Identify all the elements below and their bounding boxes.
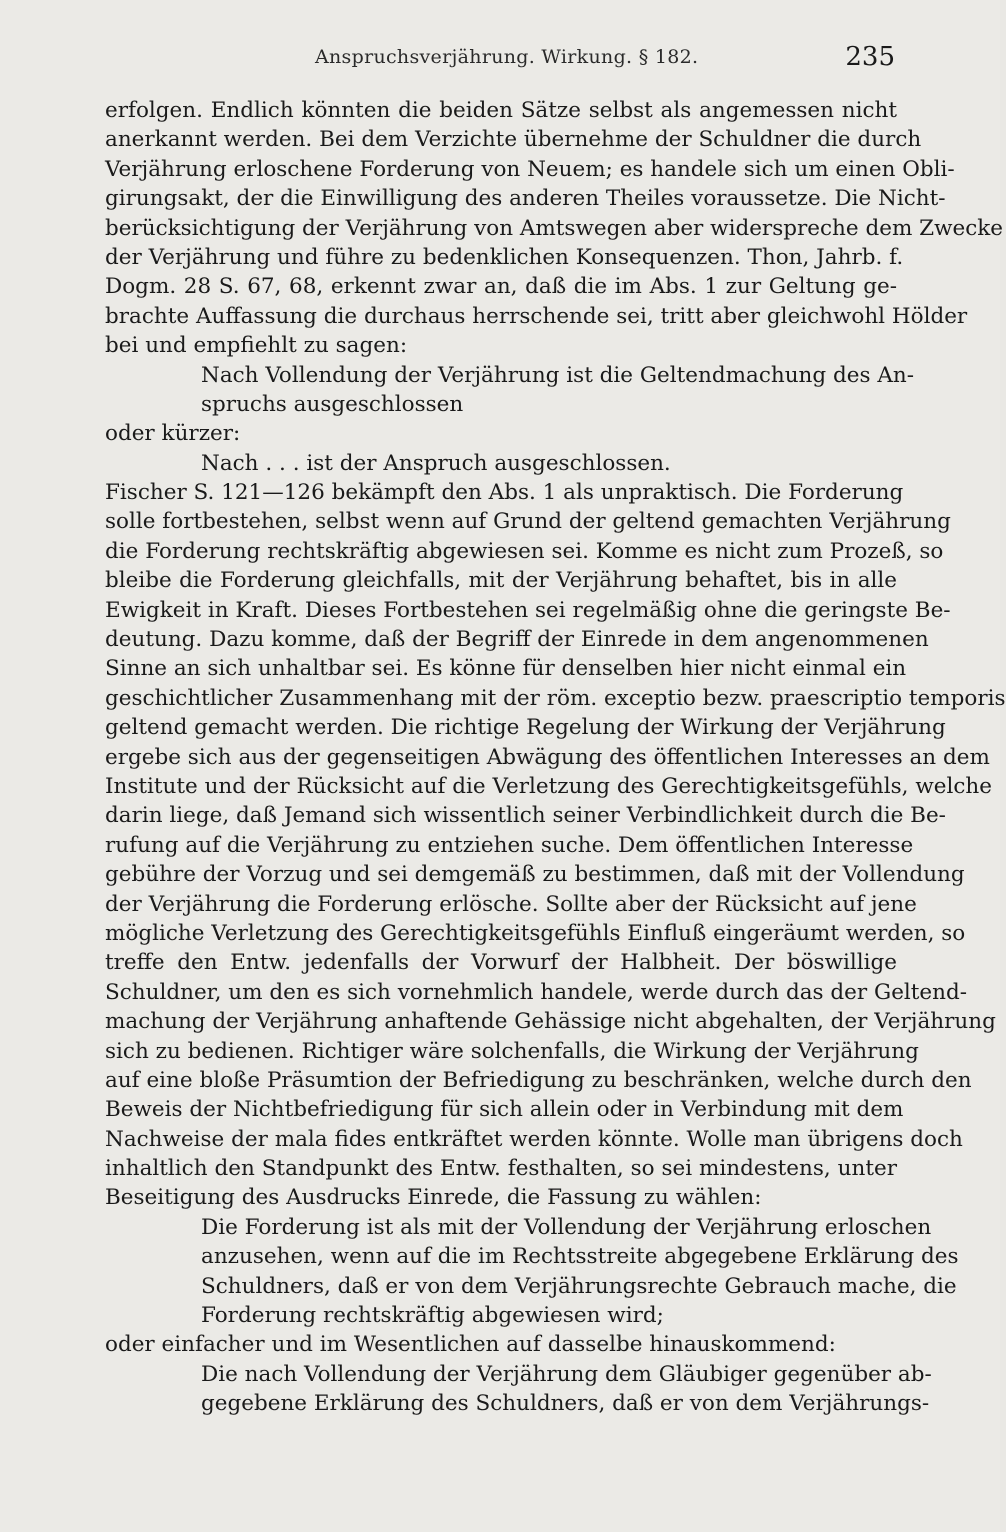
text-line: ergebe sich aus der gegenseitigen Abwägung des öffentlichen Interesses an dem (105, 744, 990, 770)
text-line: oder kürzer: (105, 421, 241, 447)
quote-line: Forderung rechtskräftig abgewiesen wird; (201, 1303, 664, 1329)
page-number: 235 (845, 42, 895, 72)
text-line: treffe den Entw. jedenfalls der Vorwurf der Halbheit. Der böswillige (105, 950, 897, 976)
text-line: Dogm. 28 S. 67, 68, erkennt zwar an, daß die im Abs. 1 zur Geltung ge- (105, 274, 897, 300)
text-line: machung der Verjährung anhaftende Gehässige nicht abgehalten, der Verjährung (105, 1009, 996, 1035)
text-line: Verjährung erloschene Forderung von Neuem; es handele sich um einen Obli- (105, 156, 955, 182)
text-line: geschichtlicher Zusammenhang mit der röm. exceptio bezw. praescriptio temporis (105, 685, 1006, 711)
text-line: mögliche Verletzung des Gerechtigkeitsgefühls Einfluß eingeräumt werden, so (105, 920, 966, 946)
text-line: oder einfacher und im Wesentlichen auf dasselbe hinauskommend: (105, 1332, 836, 1358)
quote-line: Nach Vollendung der Verjährung ist die Geltendmachung des An- (201, 362, 914, 388)
text-line: darin liege, daß Jemand sich wissentlich seiner Verbindlichkeit durch die Be- (105, 803, 946, 829)
quote-line: Nach . . . ist der Anspruch ausgeschlossen. (201, 450, 671, 476)
text-line: girungsakt, der die Einwilligung des anderen Theiles voraussetze. Die Nicht- (105, 186, 946, 212)
quote-line: Schuldners, daß er von dem Verjährungsrechte Gebrauch mache, die (201, 1273, 957, 1299)
text-line: deutung. Dazu komme, daß der Begriff der Einrede in dem angenommenen (105, 627, 929, 653)
text-line: berücksichtigung der Verjährung von Amtswegen aber widerspreche dem Zwecke (105, 215, 1004, 241)
quote-line: Die nach Vollendung der Verjährung dem Gläubiger gegenüber ab- (201, 1361, 932, 1387)
text-line: Fischer S. 121—126 bekämpft den Abs. 1 als unpraktisch. Die Forderung (105, 480, 904, 506)
text-line: Institute und der Rücksicht auf die Verletzung des Gerechtigkeitsgefühls, welche (105, 773, 992, 799)
text-line: rufung auf die Verjährung zu entziehen suche. Dem öffentlichen Interesse (105, 832, 914, 858)
running-head: Anspruchsverjährung. Wirkung. § 182. (315, 46, 699, 68)
quote-line: Die Forderung ist als mit der Vollendung der Verjährung erloschen (201, 1214, 932, 1240)
text-line: Beseitigung des Ausdrucks Einrede, die Fassung zu wählen: (105, 1185, 762, 1211)
text-line: Schuldner, um den es sich vornehmlich handele, werde durch das der Geltend- (105, 979, 968, 1005)
text-line: geltend gemacht werden. Die richtige Regelung der Wirkung der Verjährung (105, 715, 946, 741)
text-line: die Forderung rechtskräftig abgewiesen sei. Komme es nicht zum Prozeß, so (105, 538, 944, 564)
page-header (105, 42, 895, 76)
text-line: sich zu bedienen. Richtiger wäre solchenfalls, die Wirkung der Verjährung (105, 1038, 919, 1064)
quote-line: anzusehen, wenn auf die im Rechtsstreite abgegebene Erklärung des (201, 1244, 959, 1270)
text-line: der Verjährung und führe zu bedenklichen Konsequenzen. Thon, Jahrb. f. (105, 244, 904, 270)
quote-line: gegebene Erklärung des Schuldners, daß er von dem Verjährungs- (201, 1391, 930, 1417)
text-line: anerkannt werden. Bei dem Verzichte übernehme der Schuldner die durch (105, 127, 922, 153)
text-line: brachte Auffassung die durchaus herrschende sei, tritt aber gleichwohl Hölder (105, 303, 968, 329)
text-line: auf eine bloße Präsumtion der Befriedigung zu beschränken, welche durch den (105, 1067, 972, 1093)
text-line: gebühre der Vorzug und sei demgemäß zu bestimmen, daß mit der Vollendung (105, 862, 965, 888)
text-line: Ewigkeit in Kraft. Dieses Fortbestehen sei regelmäßig ohne die geringste Be- (105, 597, 951, 623)
text-line: Sinne an sich unhaltbar sei. Es könne für denselben hier nicht einmal ein (105, 656, 907, 682)
text-line: erfolgen. Endlich könnten die beiden Sätze selbst als angemessen nicht (105, 98, 897, 123)
text-line: solle fortbestehen, selbst wenn auf Grund der geltend gemachten Verjährung (105, 509, 951, 535)
text-line: bei und empfiehlt zu sagen: (105, 333, 408, 359)
text-line: Nachweise der mala fides entkräftet werden könnte. Wolle man übrigens doch (105, 1126, 963, 1152)
text-line: inhaltlich den Standpunkt des Entw. festhalten, so sei mindestens, unter (105, 1156, 897, 1182)
text-line: bleibe die Forderung gleichfalls, mit der Verjährung behaftet, bis in alle (105, 568, 897, 594)
text-line: der Verjährung die Forderung erlösche. Sollte aber der Rücksicht auf jene (105, 891, 917, 917)
page-body (105, 96, 1006, 1419)
quote-line: spruchs ausgeschlossen (201, 391, 464, 417)
text-line: Beweis der Nichtbefriedigung für sich allein oder in Verbindung mit dem (105, 1097, 904, 1123)
